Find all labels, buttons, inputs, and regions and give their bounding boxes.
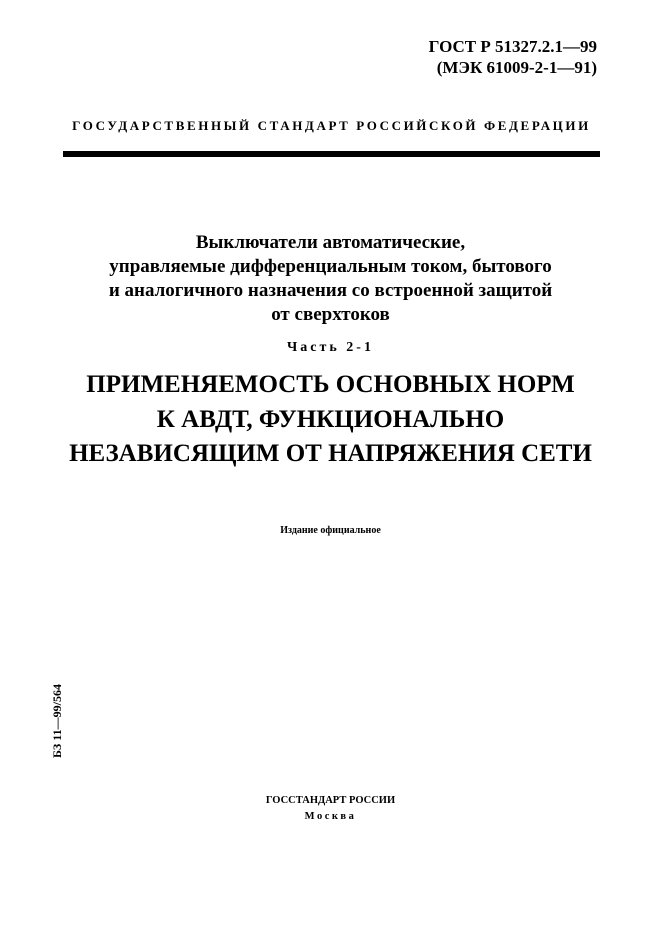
subtitle-line: Выключатели автоматические,: [195, 232, 466, 253]
edition-label: Издание официальное: [280, 525, 381, 536]
bz-code: БЗ 11—99/564: [50, 684, 64, 758]
document-title: [0, 368, 661, 472]
title-line: ПРИМЕНЯЕМОСТЬ ОСНОВНЫХ НОРМ: [86, 371, 575, 398]
document-header: ГОСУДАРСТВЕННЫЙ СТАНДАРТ РОССИЙСКОЙ ФЕДЕРАЦИИ: [72, 118, 591, 133]
publisher-city: Москва: [304, 811, 357, 822]
publisher-name: ГОССТАНДАРТ РОССИИ: [265, 795, 396, 806]
part-label: Часть 2-1: [287, 340, 374, 355]
document-subtitle: [0, 231, 661, 327]
subtitle-line: от сверхтоков: [271, 304, 390, 325]
standard-designation: [429, 36, 597, 78]
gost-number: ГОСТ Р 51327.2.1—99: [428, 37, 597, 56]
subtitle-line: и аналогичного назначения со встроенной защитой: [108, 280, 553, 301]
iec-number: (МЭК 61009-2-1—91): [436, 58, 597, 77]
title-line: НЕЗАВИСЯЩИМ ОТ НАПРЯЖЕНИЯ СЕТИ: [69, 440, 592, 467]
header-divider: [63, 151, 600, 157]
publisher: [0, 793, 661, 825]
subtitle-line: управляемые дифференциальным током, бытового: [109, 256, 552, 277]
title-line: К АВДТ, ФУНКЦИОНАЛЬНО: [156, 405, 505, 433]
